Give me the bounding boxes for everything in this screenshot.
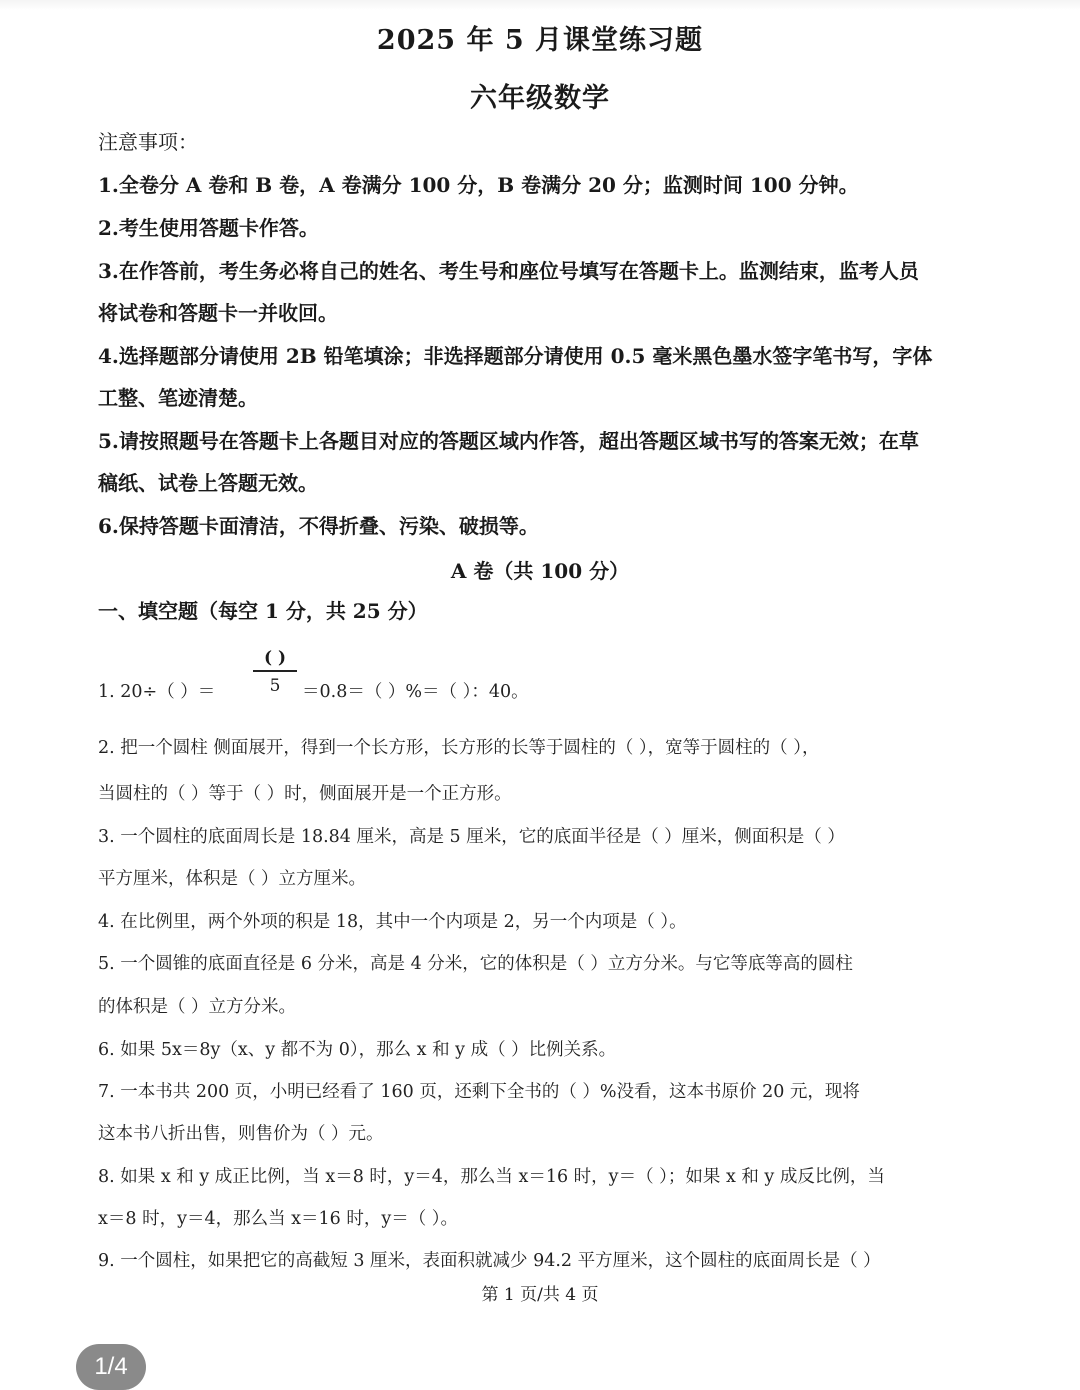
note-line: 3.在作答前，考生务必将自己的姓名、考生号和座位号填写在答题卡上。监测结束，监考人员	[98, 259, 919, 283]
exam-subtitle: 六年级数学	[470, 83, 610, 114]
note-line: 2.考生使用答题卡作答。	[98, 216, 319, 240]
note-line: 4.选择题部分请使用 2B 铅笔填涂；非选择题部分请使用 0.5 毫米黑色墨水签字笔书写，字体	[98, 344, 933, 368]
question-line: 5. 一个圆锥的底面直径是 6 分米，高是 4 分米，它的体积是（ ）立方分米。与它等底等高的圆柱	[98, 954, 853, 974]
notes-heading: 注意事项：	[98, 130, 198, 154]
image-counter-badge[interactable]: 1/4	[76, 1344, 146, 1390]
question-line: 8. 如果 x 和 y 成正比例，当 x＝8 时，y＝4，那么当 x＝16 时，y＝（ ）；如果 x 和 y 成反比例，当	[98, 1167, 885, 1187]
question-line: 3. 一个圆柱的底面周长是 18.84 厘米，高是 5 厘米，它的底面半径是（ ）厘米，侧面积是（ ）	[98, 827, 845, 847]
part1-heading: 一、填空题（每空 1 分，共 25 分）	[98, 599, 428, 623]
question-line: 6. 如果 5x＝8y（x、y 都不为 0），那么 x 和 y 成（ ）比例关系。	[98, 1040, 617, 1060]
fraction	[253, 648, 297, 698]
question-line: 9. 一个圆柱，如果把它的高截短 3 厘米，表面积就减少 94.2 平方厘米，这个圆柱的底面周长是（ ）	[98, 1251, 881, 1271]
question-1-end: ＝0.8＝（ ）%＝（ ）：40。	[302, 682, 529, 702]
note-line: 1.全卷分 A 卷和 B 卷，A 卷满分 100 分，B 卷满分 20 分；监测时间 100 分钟。	[98, 173, 859, 197]
note-line: 5.请按照题号在答题卡上各题目对应的答题区域内作答，超出答题区域书写的答案无效；在草	[98, 429, 919, 453]
section-a-heading: A 卷（共 100 分）	[450, 559, 630, 583]
exam-title: 2025 年 5 月课堂练习题	[376, 25, 704, 56]
question-line: 2. 把一个圆柱 侧面展开，得到一个长方形，长方形的长等于圆柱的（ ），宽等于圆柱的（ ），	[98, 738, 820, 758]
question-1-start: 1. 20÷（ ）＝	[98, 682, 216, 702]
question-line: 这本书八折出售，则售价为（ ）元。	[98, 1124, 384, 1144]
note-line: 稿纸、试卷上答题无效。	[98, 471, 318, 495]
top-edge	[0, 0, 1080, 10]
question-line: x＝8 时，y＝4，那么当 x＝16 时，y＝（ ）。	[98, 1209, 459, 1229]
question-line: 当圆柱的（ ）等于（ ）时，侧面展开是一个正方形。	[98, 784, 512, 804]
page-footer: 第 1 页/共 4 页	[481, 1285, 599, 1305]
question-line: 平方厘米，体积是（ ）立方厘米。	[98, 869, 367, 889]
note-line: 将试卷和答题卡一并收回。	[98, 301, 338, 325]
question-line: 的体积是（ ）立方分米。	[98, 997, 297, 1017]
question-line: 4. 在比例里，两个外项的积是 18，其中一个内项是 2，另一个内项是（ ）。	[98, 912, 687, 932]
fraction-bar	[253, 670, 297, 672]
note-line: 工整、笔迹清楚。	[98, 386, 258, 410]
note-line: 6.保持答题卡面清洁，不得折叠、污染、破损等。	[98, 514, 539, 538]
question-line: 7. 一本书共 200 页，小明已经看了 160 页，还剩下全书的（ ）%没看，这本书原价 20 元，现将	[98, 1082, 860, 1102]
fraction-denominator: 5	[269, 676, 281, 696]
fraction-numerator: ( )	[263, 648, 286, 668]
